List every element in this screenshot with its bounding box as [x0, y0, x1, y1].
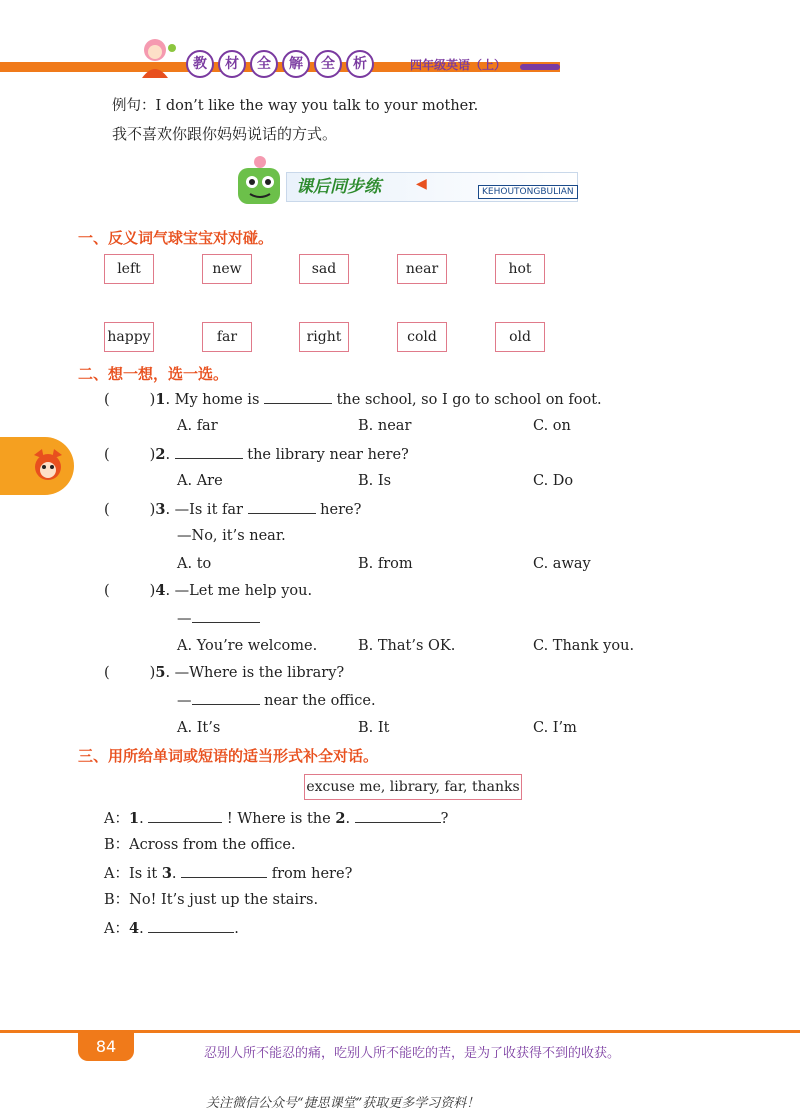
option-c[interactable]: C. Thank you.: [533, 638, 635, 654]
side-tab: [0, 437, 74, 495]
question-2: ( )2. the library near here?: [104, 446, 409, 463]
question-4-reply: —: [177, 608, 260, 629]
dialog-line-4: B：No! It’s just up the stairs.: [104, 892, 319, 908]
pencil-icon: [520, 64, 560, 70]
option-b[interactable]: B. That’s OK.: [358, 638, 456, 654]
answer-blank[interactable]: [175, 444, 243, 459]
answer-blank[interactable]: [192, 690, 260, 705]
answer-blank[interactable]: [264, 389, 332, 404]
word-balloon[interactable]: happy: [104, 322, 154, 352]
question-1: ( )1. My home is the school, so I go to school on foot.: [104, 391, 602, 408]
handwritten-note: 关注微信公众号“捷思课堂”获取更多学习资料！: [206, 1096, 480, 1111]
monster-mascot-icon: [232, 154, 288, 216]
arrow-icon: ◀: [416, 176, 427, 192]
word-balloon[interactable]: near: [397, 254, 447, 284]
footer-motto: 忍别人所不能忍的痛，吃别人所不能吃的苦，是为了收获得不到的收获。: [204, 1046, 621, 1061]
example-translation: 我不喜欢你跟你妈妈说话的方式。: [112, 125, 338, 143]
option-b[interactable]: B. Is: [358, 473, 392, 489]
word-balloon[interactable]: cold: [397, 322, 447, 352]
girl-mascot-icon: [130, 36, 180, 84]
word-balloon[interactable]: right: [299, 322, 349, 352]
question-5: ( )5. —Where is the library?: [104, 664, 345, 681]
answer-blank[interactable]: [148, 918, 234, 933]
option-c[interactable]: C. I’m: [533, 720, 577, 736]
word-balloon[interactable]: hot: [495, 254, 545, 284]
word-balloon[interactable]: new: [202, 254, 252, 284]
option-c[interactable]: C. on: [533, 418, 571, 434]
option-c[interactable]: C. Do: [533, 473, 574, 489]
option-a[interactable]: A. to: [177, 556, 212, 572]
title-char: 教: [186, 50, 214, 78]
answer-blank[interactable]: [355, 808, 441, 823]
word-balloon[interactable]: left: [104, 254, 154, 284]
title-char: 析: [346, 50, 374, 78]
fox-mascot-icon: [30, 447, 66, 487]
word-balloon[interactable]: sad: [299, 254, 349, 284]
book-title: [186, 50, 374, 78]
title-char: 全: [314, 50, 342, 78]
dialog-line-3: A：Is it 3. from here?: [104, 865, 353, 882]
page-number: 84: [78, 1033, 134, 1061]
dialog-line-1: A：1. ! Where is the 2. ?: [104, 810, 449, 827]
option-a[interactable]: A. Are: [177, 473, 223, 489]
option-a[interactable]: A. You’re welcome.: [177, 638, 318, 654]
question-4: ( )4. —Let me help you.: [104, 582, 313, 599]
option-a[interactable]: A. far: [177, 418, 218, 434]
answer-blank[interactable]: [192, 608, 260, 623]
option-a[interactable]: A. It’s: [177, 720, 221, 736]
question-3-reply: —No, it’s near.: [177, 528, 286, 544]
answer-blank[interactable]: [181, 863, 267, 878]
example-sentence: 例句：I don’t like the way you talk to your mother.: [112, 98, 479, 114]
option-c[interactable]: C. away: [533, 556, 591, 572]
option-b[interactable]: B. from: [358, 556, 413, 572]
dialog-line-2: B：Across from the office.: [104, 837, 296, 853]
title-char: 全: [250, 50, 278, 78]
section2-title: 二、想一想，选一选。: [78, 365, 229, 383]
banner-pinyin: KEHOUTONGBULIAN: [478, 185, 578, 199]
question-3: ( )3. —Is it far here?: [104, 501, 362, 518]
word-balloon[interactable]: old: [495, 322, 545, 352]
option-b[interactable]: B. near: [358, 418, 412, 434]
answer-blank[interactable]: [248, 499, 316, 514]
word-balloon[interactable]: far: [202, 322, 252, 352]
option-b[interactable]: B. It: [358, 720, 390, 736]
banner-title: 课后同步练: [296, 177, 381, 197]
answer-blank[interactable]: [148, 808, 222, 823]
dialog-line-5: A：4. .: [104, 920, 239, 937]
word-list-box: excuse me, library, far, thanks: [304, 774, 522, 800]
title-char: 材: [218, 50, 246, 78]
section3-title: 三、用所给单词或短语的适当形式补全对话。: [78, 747, 379, 765]
section1-title: 一、反义词气球宝宝对对碰。: [78, 229, 274, 247]
question-5-reply: — near the office.: [177, 690, 376, 711]
title-char: 解: [282, 50, 310, 78]
grade-label: 四年级英语（上）: [410, 58, 507, 72]
